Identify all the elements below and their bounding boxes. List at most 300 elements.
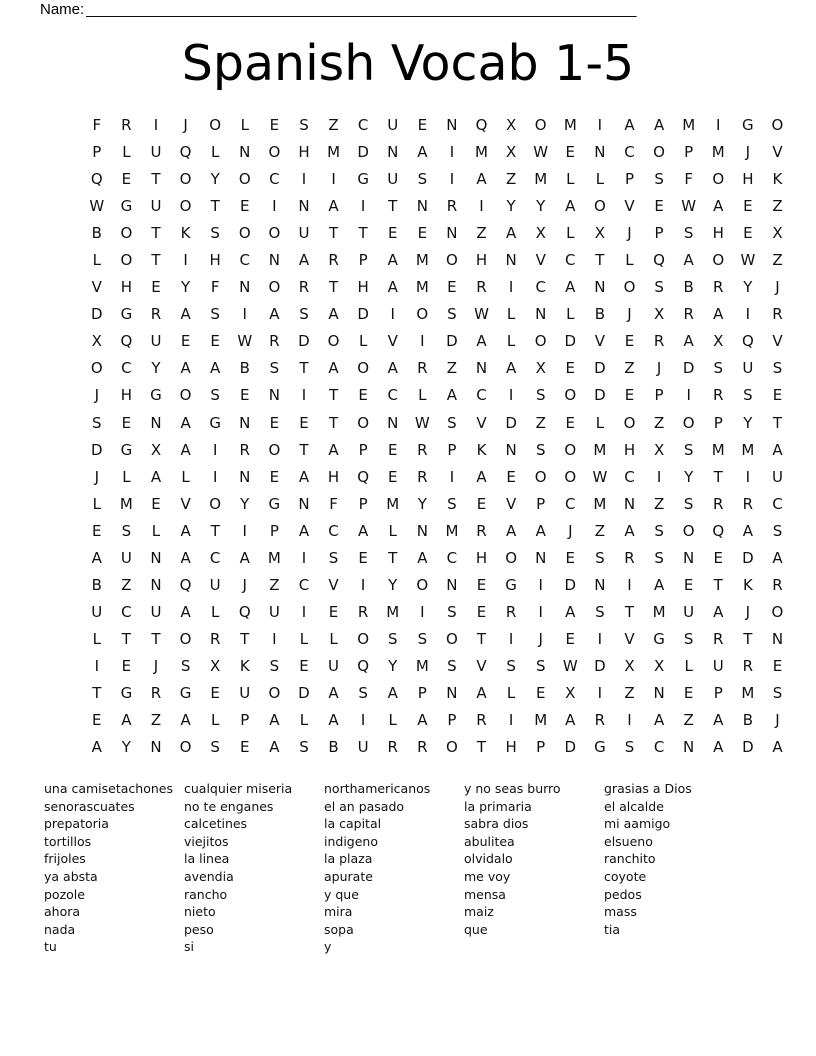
- grid-cell[interactable]: T: [210, 197, 220, 216]
- grid-cell[interactable]: A: [387, 278, 398, 297]
- grid-cell[interactable]: U: [742, 359, 754, 378]
- grid-cell[interactable]: R: [772, 575, 783, 594]
- word-list-item[interactable]: calcetines: [184, 816, 248, 832]
- grid-cell[interactable]: I: [301, 548, 307, 567]
- grid-cell[interactable]: A: [180, 440, 191, 459]
- grid-cell[interactable]: Z: [476, 224, 487, 243]
- grid-cell[interactable]: T: [388, 548, 398, 567]
- grid-cell[interactable]: I: [597, 684, 603, 702]
- grid-cell[interactable]: L: [299, 629, 309, 648]
- grid-cell[interactable]: C: [565, 494, 576, 513]
- grid-cell[interactable]: N: [505, 251, 517, 270]
- grid-cell[interactable]: I: [745, 305, 751, 324]
- grid-cell[interactable]: S: [328, 548, 339, 567]
- grid-cell[interactable]: T: [328, 413, 339, 432]
- grid-cell[interactable]: R: [387, 738, 398, 757]
- grid-cell[interactable]: G: [357, 170, 369, 189]
- grid-cell[interactable]: S: [210, 386, 220, 405]
- grid-cell[interactable]: W: [89, 197, 105, 216]
- grid-cell[interactable]: D: [91, 440, 103, 459]
- grid-cell[interactable]: D: [564, 332, 577, 351]
- grid-cell[interactable]: A: [683, 251, 694, 270]
- grid-cell[interactable]: I: [153, 116, 159, 135]
- grid-cell[interactable]: V: [387, 332, 398, 351]
- grid-cell[interactable]: N: [268, 251, 280, 270]
- grid-cell[interactable]: I: [360, 575, 366, 594]
- grid-cell[interactable]: B: [742, 711, 753, 730]
- grid-cell[interactable]: I: [94, 656, 100, 675]
- grid-cell[interactable]: O: [209, 116, 222, 135]
- grid-cell[interactable]: L: [506, 305, 516, 324]
- grid-cell[interactable]: L: [566, 305, 575, 324]
- grid-cell[interactable]: E: [654, 197, 664, 216]
- grid-cell[interactable]: N: [475, 359, 488, 378]
- grid-cell[interactable]: I: [449, 170, 455, 189]
- grid-cell[interactable]: D: [298, 684, 310, 702]
- grid-cell[interactable]: G: [505, 575, 517, 594]
- grid-cell[interactable]: A: [269, 738, 280, 757]
- grid-cell[interactable]: Y: [151, 359, 161, 378]
- grid-cell[interactable]: X: [150, 440, 162, 459]
- grid-cell[interactable]: R: [269, 332, 280, 351]
- grid-cell[interactable]: H: [712, 224, 724, 243]
- grid-cell[interactable]: G: [268, 494, 281, 513]
- grid-cell[interactable]: N: [446, 224, 458, 243]
- grid-cell[interactable]: N: [771, 629, 784, 648]
- grid-cell[interactable]: M: [415, 251, 429, 270]
- grid-cell[interactable]: S: [624, 738, 635, 757]
- grid-cell[interactable]: S: [743, 386, 753, 405]
- grid-cell[interactable]: A: [121, 711, 132, 730]
- grid-cell[interactable]: S: [683, 224, 694, 243]
- grid-cell[interactable]: T: [328, 224, 339, 243]
- grid-cell[interactable]: B: [239, 359, 250, 378]
- grid-cell[interactable]: Q: [741, 332, 754, 351]
- grid-cell[interactable]: I: [538, 602, 543, 621]
- grid-cell[interactable]: A: [387, 359, 398, 378]
- grid-cell[interactable]: O: [268, 143, 281, 162]
- grid-cell[interactable]: Z: [653, 494, 665, 513]
- grid-cell[interactable]: O: [268, 224, 281, 243]
- word-list-item[interactable]: la primaria: [464, 798, 532, 814]
- grid-cell[interactable]: S: [654, 170, 664, 189]
- grid-cell[interactable]: I: [420, 602, 425, 621]
- grid-cell[interactable]: I: [212, 467, 218, 486]
- grid-cell[interactable]: R: [653, 332, 665, 351]
- grid-cell[interactable]: T: [358, 224, 368, 243]
- grid-cell[interactable]: E: [387, 467, 398, 486]
- grid-cell[interactable]: A: [180, 359, 191, 378]
- grid-cell[interactable]: A: [772, 738, 783, 757]
- grid-cell[interactable]: P: [536, 494, 546, 513]
- grid-cell[interactable]: O: [179, 386, 192, 405]
- grid-cell[interactable]: E: [447, 278, 457, 297]
- grid-cell[interactable]: A: [180, 305, 191, 324]
- grid-cell[interactable]: L: [506, 332, 516, 351]
- word-list-item[interactable]: northamericanos: [324, 781, 431, 796]
- grid-cell[interactable]: L: [299, 711, 309, 730]
- grid-cell[interactable]: A: [565, 711, 576, 730]
- grid-cell[interactable]: O: [268, 278, 281, 297]
- grid-cell[interactable]: L: [122, 467, 131, 486]
- grid-cell[interactable]: E: [358, 548, 368, 567]
- grid-cell[interactable]: J: [183, 116, 188, 135]
- grid-cell[interactable]: O: [653, 143, 665, 162]
- grid-cell[interactable]: T: [713, 467, 723, 486]
- grid-cell[interactable]: U: [298, 224, 310, 243]
- grid-cell[interactable]: L: [122, 143, 131, 162]
- grid-cell[interactable]: G: [742, 116, 754, 135]
- grid-cell[interactable]: X: [624, 656, 635, 675]
- grid-cell[interactable]: N: [446, 116, 458, 135]
- grid-cell[interactable]: A: [328, 197, 339, 216]
- grid-cell[interactable]: M: [593, 440, 607, 459]
- grid-cell[interactable]: S: [210, 305, 220, 324]
- grid-cell[interactable]: A: [358, 521, 369, 540]
- grid-cell[interactable]: X: [713, 332, 724, 351]
- grid-cell[interactable]: S: [210, 224, 220, 243]
- grid-cell[interactable]: S: [654, 548, 664, 567]
- grid-cell[interactable]: O: [238, 170, 251, 189]
- grid-cell[interactable]: A: [772, 440, 783, 459]
- grid-cell[interactable]: I: [627, 711, 632, 730]
- grid-cell[interactable]: A: [565, 197, 576, 216]
- grid-cell[interactable]: O: [682, 413, 695, 432]
- grid-cell[interactable]: G: [179, 684, 192, 702]
- grid-cell[interactable]: I: [360, 711, 366, 730]
- grid-cell[interactable]: J: [538, 629, 543, 648]
- grid-cell[interactable]: L: [240, 116, 249, 135]
- grid-cell[interactable]: W: [592, 467, 608, 486]
- grid-cell[interactable]: W: [414, 413, 430, 432]
- grid-cell[interactable]: S: [447, 413, 457, 432]
- grid-cell[interactable]: N: [239, 467, 251, 486]
- grid-cell[interactable]: R: [298, 278, 310, 297]
- grid-cell[interactable]: O: [268, 440, 281, 459]
- grid-cell[interactable]: E: [624, 332, 635, 351]
- grid-cell[interactable]: D: [357, 305, 369, 324]
- grid-cell[interactable]: Q: [712, 521, 725, 540]
- word-list-item[interactable]: indigeno: [324, 833, 378, 849]
- grid-cell[interactable]: E: [476, 575, 487, 594]
- grid-cell[interactable]: J: [153, 656, 159, 675]
- word-list-item[interactable]: elsueno: [604, 833, 653, 849]
- grid-cell[interactable]: N: [150, 738, 162, 757]
- grid-cell[interactable]: A: [269, 711, 280, 730]
- grid-cell[interactable]: A: [417, 711, 428, 730]
- grid-cell[interactable]: S: [535, 656, 546, 675]
- grid-cell[interactable]: J: [745, 143, 751, 162]
- grid-cell[interactable]: O: [268, 684, 281, 702]
- grid-cell[interactable]: N: [683, 738, 695, 757]
- word-list-item[interactable]: mira: [324, 904, 353, 920]
- grid-cell[interactable]: E: [269, 413, 280, 432]
- grid-cell[interactable]: O: [771, 116, 784, 135]
- grid-cell[interactable]: U: [387, 170, 399, 189]
- grid-cell[interactable]: R: [417, 440, 428, 459]
- grid-cell[interactable]: V: [476, 656, 487, 675]
- word-list-item[interactable]: el alcalde: [604, 798, 664, 814]
- grid-cell[interactable]: B: [683, 278, 694, 297]
- word-list-item[interactable]: el an pasado: [324, 798, 405, 814]
- word-list-item[interactable]: mass: [604, 904, 637, 920]
- word-list-item[interactable]: peso: [184, 921, 214, 937]
- grid-cell[interactable]: A: [624, 116, 635, 135]
- grid-cell[interactable]: Z: [772, 251, 783, 270]
- grid-cell[interactable]: V: [624, 629, 635, 648]
- grid-cell[interactable]: R: [446, 197, 458, 216]
- grid-cell[interactable]: I: [301, 170, 307, 189]
- grid-cell[interactable]: E: [328, 602, 339, 621]
- word-list-item[interactable]: y no seas burro: [464, 781, 561, 796]
- grid-cell[interactable]: O: [771, 602, 784, 621]
- grid-cell[interactable]: Z: [505, 170, 517, 189]
- grid-cell[interactable]: E: [565, 359, 576, 378]
- grid-cell[interactable]: R: [742, 494, 754, 513]
- grid-cell[interactable]: U: [712, 656, 724, 675]
- grid-cell[interactable]: G: [120, 197, 133, 216]
- grid-cell[interactable]: I: [716, 116, 721, 135]
- grid-cell[interactable]: O: [682, 521, 695, 540]
- grid-cell[interactable]: L: [329, 629, 338, 648]
- grid-cell[interactable]: A: [742, 521, 753, 540]
- word-list-item[interactable]: mi aamigo: [604, 816, 671, 832]
- grid-cell[interactable]: S: [358, 684, 368, 702]
- grid-cell[interactable]: R: [742, 656, 754, 675]
- grid-cell[interactable]: H: [475, 251, 488, 270]
- grid-cell[interactable]: E: [92, 711, 102, 730]
- grid-cell[interactable]: T: [772, 413, 783, 432]
- grid-cell[interactable]: W: [562, 656, 578, 675]
- word-list-item[interactable]: me voy: [464, 868, 511, 884]
- grid-cell[interactable]: F: [92, 116, 102, 135]
- grid-cell[interactable]: M: [475, 143, 488, 162]
- grid-cell[interactable]: E: [92, 521, 102, 540]
- grid-cell[interactable]: I: [331, 170, 336, 189]
- grid-cell[interactable]: S: [299, 738, 309, 757]
- grid-cell[interactable]: A: [446, 386, 458, 405]
- word-list-item[interactable]: coyote: [604, 868, 647, 884]
- grid-cell[interactable]: D: [742, 548, 754, 567]
- grid-cell[interactable]: G: [209, 413, 221, 432]
- grid-cell[interactable]: Q: [179, 143, 192, 162]
- grid-cell[interactable]: A: [239, 548, 250, 567]
- grid-cell[interactable]: R: [772, 305, 783, 324]
- grid-cell[interactable]: O: [446, 251, 458, 270]
- grid-cell[interactable]: X: [772, 224, 783, 243]
- grid-cell[interactable]: R: [417, 467, 428, 486]
- grid-cell[interactable]: T: [328, 386, 339, 405]
- grid-cell[interactable]: M: [652, 602, 666, 621]
- grid-cell[interactable]: N: [416, 197, 428, 216]
- grid-cell[interactable]: S: [535, 386, 546, 405]
- grid-cell[interactable]: D: [91, 305, 103, 324]
- grid-cell[interactable]: C: [476, 386, 487, 405]
- grid-cell[interactable]: T: [299, 440, 309, 459]
- grid-cell[interactable]: P: [624, 170, 634, 189]
- grid-cell[interactable]: A: [535, 521, 546, 540]
- grid-cell[interactable]: R: [150, 684, 162, 702]
- grid-cell[interactable]: A: [150, 467, 162, 486]
- word-list-item[interactable]: sabra dios: [464, 816, 529, 832]
- word-list-item[interactable]: nada: [44, 921, 76, 937]
- grid-cell[interactable]: R: [713, 278, 724, 297]
- grid-cell[interactable]: Z: [594, 521, 606, 540]
- grid-cell[interactable]: N: [446, 575, 458, 594]
- grid-cell[interactable]: S: [387, 629, 398, 648]
- grid-cell[interactable]: I: [449, 143, 455, 162]
- grid-cell[interactable]: O: [120, 251, 133, 270]
- grid-cell[interactable]: N: [594, 278, 606, 297]
- grid-cell[interactable]: R: [713, 494, 724, 513]
- word-list-item[interactable]: mensa: [464, 886, 506, 902]
- grid-cell[interactable]: M: [711, 440, 725, 459]
- grid-cell[interactable]: S: [683, 440, 694, 459]
- grid-cell[interactable]: R: [624, 548, 635, 567]
- word-list-item[interactable]: que: [464, 921, 488, 937]
- grid-cell[interactable]: E: [683, 684, 694, 702]
- grid-cell[interactable]: L: [388, 711, 397, 730]
- grid-cell[interactable]: E: [476, 494, 487, 513]
- grid-cell[interactable]: Y: [684, 467, 694, 486]
- grid-cell[interactable]: A: [713, 197, 724, 216]
- word-list-item[interactable]: abulitea: [464, 833, 515, 849]
- grid-cell[interactable]: A: [269, 305, 280, 324]
- grid-cell[interactable]: M: [267, 548, 281, 567]
- grid-cell[interactable]: S: [417, 170, 428, 189]
- grid-cell[interactable]: Z: [624, 684, 635, 702]
- grid-cell[interactable]: S: [535, 440, 546, 459]
- grid-cell[interactable]: O: [712, 251, 725, 270]
- grid-cell[interactable]: X: [653, 305, 665, 324]
- grid-cell[interactable]: E: [299, 413, 309, 432]
- grid-cell[interactable]: S: [683, 629, 694, 648]
- grid-cell[interactable]: A: [180, 548, 191, 567]
- grid-cell[interactable]: X: [535, 359, 546, 378]
- grid-cell[interactable]: E: [417, 116, 428, 135]
- grid-cell[interactable]: I: [627, 575, 632, 594]
- grid-cell[interactable]: Z: [446, 359, 458, 378]
- word-list-item[interactable]: frijoles: [44, 851, 86, 867]
- grid-cell[interactable]: J: [94, 386, 100, 405]
- grid-cell[interactable]: U: [268, 602, 280, 621]
- grid-cell[interactable]: L: [595, 170, 605, 189]
- grid-cell[interactable]: P: [240, 711, 250, 730]
- grid-cell[interactable]: I: [212, 440, 218, 459]
- grid-cell[interactable]: C: [269, 170, 280, 189]
- grid-cell[interactable]: I: [745, 467, 751, 486]
- grid-cell[interactable]: W: [237, 332, 253, 351]
- grid-cell[interactable]: Z: [150, 711, 162, 730]
- word-list-item[interactable]: prepatoria: [44, 816, 109, 832]
- grid-cell[interactable]: A: [91, 738, 102, 757]
- grid-cell[interactable]: V: [91, 278, 102, 297]
- grid-cell[interactable]: A: [417, 143, 428, 162]
- grid-cell[interactable]: G: [120, 305, 133, 324]
- grid-cell[interactable]: A: [505, 224, 517, 243]
- grid-cell[interactable]: D: [742, 738, 754, 757]
- grid-cell[interactable]: L: [92, 494, 101, 513]
- grid-cell[interactable]: Y: [743, 413, 753, 432]
- grid-cell[interactable]: L: [506, 684, 516, 702]
- grid-cell[interactable]: S: [269, 359, 280, 378]
- grid-cell[interactable]: H: [327, 467, 340, 486]
- grid-cell[interactable]: O: [357, 413, 370, 432]
- grid-cell[interactable]: O: [564, 440, 577, 459]
- grid-cell[interactable]: O: [534, 467, 547, 486]
- grid-cell[interactable]: S: [654, 521, 664, 540]
- grid-cell[interactable]: S: [506, 656, 516, 675]
- grid-cell[interactable]: J: [627, 305, 632, 324]
- grid-cell[interactable]: P: [684, 143, 694, 162]
- grid-cell[interactable]: W: [681, 197, 697, 216]
- grid-cell[interactable]: L: [595, 413, 605, 432]
- word-list-item[interactable]: cualquier miseria: [184, 781, 293, 796]
- grid-cell[interactable]: M: [682, 116, 696, 135]
- grid-cell[interactable]: P: [92, 143, 102, 162]
- grid-cell[interactable]: Q: [90, 170, 103, 189]
- grid-cell[interactable]: F: [210, 278, 220, 297]
- grid-cell[interactable]: O: [623, 278, 636, 297]
- grid-cell[interactable]: R: [121, 116, 132, 135]
- grid-cell[interactable]: T: [151, 224, 161, 243]
- grid-cell[interactable]: A: [683, 332, 694, 351]
- word-list-item[interactable]: y: [324, 939, 332, 955]
- grid-cell[interactable]: L: [566, 170, 575, 189]
- grid-cell[interactable]: T: [476, 629, 487, 648]
- grid-cell[interactable]: T: [476, 738, 487, 757]
- grid-cell[interactable]: M: [327, 143, 341, 162]
- grid-cell[interactable]: H: [209, 251, 221, 270]
- grid-cell[interactable]: G: [150, 386, 162, 405]
- word-list-item[interactable]: nieto: [184, 904, 216, 920]
- word-list-item[interactable]: senorascuates: [44, 798, 135, 814]
- grid-cell[interactable]: Y: [121, 738, 131, 757]
- grid-cell[interactable]: N: [505, 440, 517, 459]
- grid-cell[interactable]: K: [772, 170, 783, 189]
- grid-cell[interactable]: R: [683, 305, 694, 324]
- grid-cell[interactable]: Z: [269, 575, 280, 594]
- grid-cell[interactable]: O: [446, 629, 458, 648]
- grid-cell[interactable]: M: [386, 494, 400, 513]
- grid-cell[interactable]: Q: [653, 251, 665, 270]
- grid-cell[interactable]: V: [624, 197, 635, 216]
- grid-cell[interactable]: Y: [240, 494, 250, 513]
- grid-cell[interactable]: A: [298, 251, 310, 270]
- grid-cell[interactable]: U: [328, 656, 340, 675]
- grid-cell[interactable]: P: [358, 251, 368, 270]
- grid-cell[interactable]: I: [597, 629, 603, 648]
- grid-cell[interactable]: E: [358, 386, 368, 405]
- grid-cell[interactable]: J: [745, 602, 751, 621]
- grid-cell[interactable]: S: [654, 278, 664, 297]
- word-search-grid[interactable]: [82, 112, 784, 761]
- grid-cell[interactable]: A: [180, 711, 191, 730]
- grid-cell[interactable]: I: [360, 197, 366, 216]
- grid-cell[interactable]: T: [624, 602, 635, 621]
- grid-cell[interactable]: I: [272, 197, 277, 216]
- grid-cell[interactable]: I: [508, 629, 514, 648]
- grid-cell[interactable]: O: [179, 170, 192, 189]
- word-list-item[interactable]: avendia: [184, 868, 234, 884]
- grid-cell[interactable]: O: [179, 197, 192, 216]
- grid-cell[interactable]: O: [505, 548, 518, 567]
- grid-cell[interactable]: T: [151, 170, 161, 189]
- word-list-item[interactable]: una camisetachones: [44, 781, 173, 796]
- grid-cell[interactable]: E: [743, 224, 753, 243]
- grid-cell[interactable]: A: [476, 467, 487, 486]
- grid-cell[interactable]: P: [536, 738, 546, 757]
